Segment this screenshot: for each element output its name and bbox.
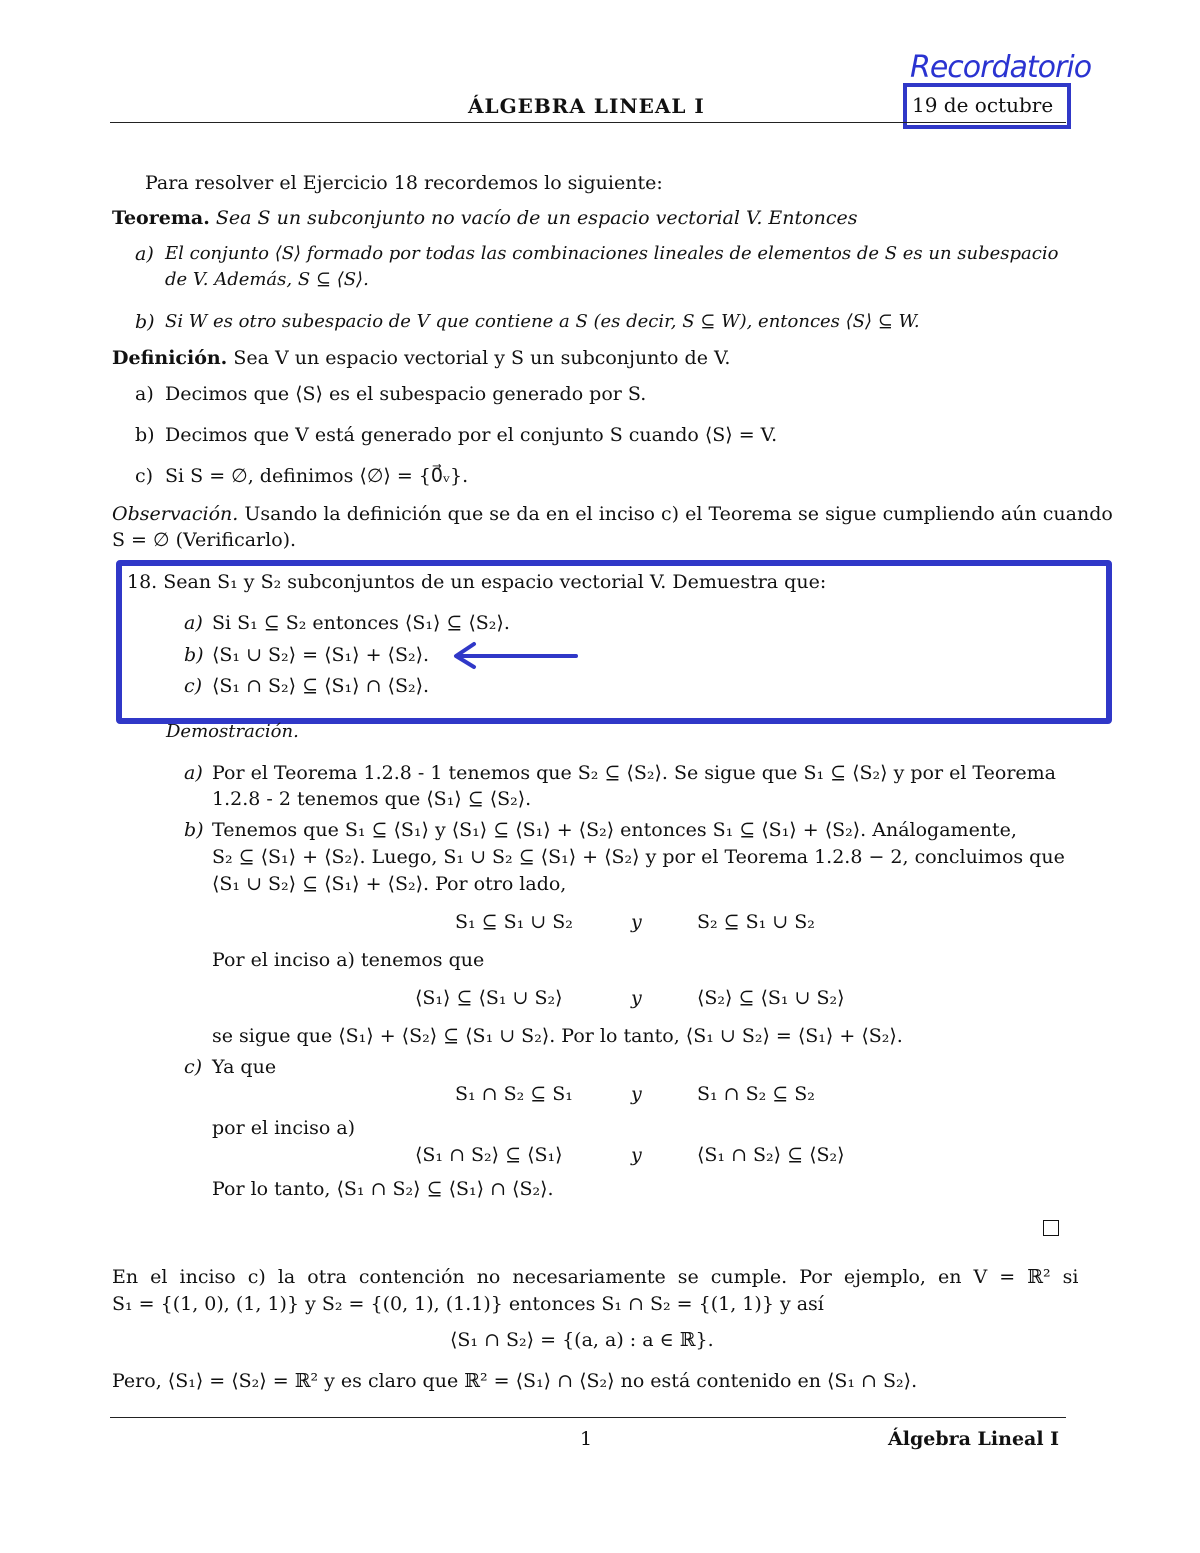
exercise-item-c: ⟨S₁ ∩ S₂⟩ ⊆ ⟨S₁⟩ ∩ ⟨S₂⟩. <box>212 675 430 697</box>
definition-statement: Sea V un espacio vectorial y S un subconjunto de V. <box>233 347 731 369</box>
proof-b-eq2-right: ⟨S₂⟩ ⊆ ⟨S₁ ∪ S₂⟩ <box>697 987 845 1009</box>
theorem-statement: Sea S un subconjunto no vacío de un espacio vectorial V. Entonces <box>215 207 858 229</box>
header-title: ÁLGEBRA LINEAL I <box>468 94 705 118</box>
proof-c-eq2-right: ⟨S₁ ∩ S₂⟩ ⊆ ⟨S₂⟩ <box>697 1144 845 1166</box>
exercise-number: 18. <box>127 571 158 593</box>
theorem-label: Teorema. <box>112 207 210 229</box>
theorem-item-a-line2: de V. Además, S ⊆ ⟨S⟩. <box>165 269 369 290</box>
proof-b-line2: S₂ ⊆ ⟨S₁⟩ + ⟨S₂⟩. Luego, S₁ ∪ S₂ ⊆ ⟨S₁⟩ + ⟨S₂⟩ y por el Teorema 1.2.8 − 2, concluimos que <box>212 846 1065 868</box>
proof-a-marker: a) <box>184 762 203 784</box>
definition-label: Definición. <box>112 347 228 369</box>
theorem <box>112 207 858 229</box>
exercise-item-c-marker: c) <box>184 675 203 697</box>
closing-line2: S₁ = {(1, 0), (1, 1)} y S₂ = {(0, 1), (1.1)} entonces S₁ ∩ S₂ = {(1, 1)} y así <box>112 1293 824 1315</box>
proof-b-line1: Tenemos que S₁ ⊆ ⟨S₁⟩ y ⟨S₁⟩ ⊆ ⟨S₁⟩ + ⟨S₂⟩ entonces S₁ ⊆ ⟨S₁⟩ + ⟨S₂⟩. Análogamente, <box>212 819 1017 841</box>
proof-b-eq1-right: S₂ ⊆ S₁ ∪ S₂ <box>697 911 815 933</box>
proof-b-eq1-left: S₁ ⊆ S₁ ∪ S₂ <box>455 911 573 933</box>
exercise-item-a: Si S₁ ⊆ S₂ entonces ⟨S₁⟩ ⊆ ⟨S₂⟩. <box>212 612 510 634</box>
exercise-heading <box>127 571 826 593</box>
proof-b-eq2-left: ⟨S₁⟩ ⊆ ⟨S₁ ∪ S₂⟩ <box>415 987 563 1009</box>
footer-course: Álgebra Lineal I <box>888 1428 1060 1450</box>
header-rule <box>110 122 1066 123</box>
arrow-left-icon <box>448 640 580 670</box>
definition-item-b: Decimos que V está generado por el conjunto S cuando ⟨S⟩ = V. <box>165 424 778 446</box>
closing-line1: En el inciso c) la otra contención no necesariamente se cumple. Por ejemplo, en V = ℝ² si <box>112 1266 1079 1288</box>
proof-c-eq1-right: S₁ ∩ S₂ ⊆ S₂ <box>697 1083 815 1105</box>
definition-item-c-marker: c) <box>135 465 154 487</box>
proof-b-conclusion: se sigue que ⟨S₁⟩ + ⟨S₂⟩ ⊆ ⟨S₁ ∪ S₂⟩. Por lo tanto, ⟨S₁ ∪ S₂⟩ = ⟨S₁⟩ + ⟨S₂⟩. <box>212 1025 903 1047</box>
proof-b-marker: b) <box>184 819 204 841</box>
observation-label: Observación. <box>112 503 239 525</box>
proof-b-eq2-mid: y <box>631 987 642 1009</box>
closing-line3: Pero, ⟨S₁⟩ = ⟨S₂⟩ = ℝ² y es claro que ℝ² = ⟨S₁⟩ ∩ ⟨S₂⟩ no está contenido en ⟨S₁ ∩ S₂⟩. <box>112 1370 918 1392</box>
theorem-item-a-line1: El conjunto ⟨S⟩ formado por todas las combinaciones lineales de elementos de S es un subespacio <box>165 243 1059 264</box>
theorem-item-a-marker: a) <box>135 243 154 265</box>
proof-label: Demostración. <box>166 721 299 742</box>
exercise-item-b: ⟨S₁ ∪ S₂⟩ = ⟨S₁⟩ + ⟨S₂⟩. <box>212 644 430 666</box>
proof-c-marker: c) <box>184 1056 203 1078</box>
definition-item-c: Si S = ∅, definimos ⟨∅⟩ = {0⃗ᵥ}. <box>165 465 469 487</box>
proof-b-line3: ⟨S₁ ∪ S₂⟩ ⊆ ⟨S₁⟩ + ⟨S₂⟩. Por otro lado, <box>212 873 567 895</box>
proof-c-eq1-mid: y <box>631 1083 642 1105</box>
proof-c-eq2-mid: y <box>631 1144 642 1166</box>
header-date: 19 de octubre <box>912 93 1054 117</box>
theorem-item-b-marker: b) <box>135 311 155 333</box>
exercise-item-a-marker: a) <box>184 612 203 634</box>
proof-c-eq1-left: S₁ ∩ S₂ ⊆ S₁ <box>455 1083 573 1105</box>
definition-item-a-marker: a) <box>135 383 154 405</box>
qed-square-icon <box>1043 1220 1059 1236</box>
handwritten-note: Recordatorio <box>910 50 1092 85</box>
proof-b-text2: Por el inciso a) tenemos que <box>212 949 485 971</box>
closing-equation: ⟨S₁ ∩ S₂⟩ = {(a, a) : a ∈ ℝ}. <box>450 1329 714 1351</box>
proof-a-line1: Por el Teorema 1.2.8 - 1 tenemos que S₂ ⊆ ⟨S₂⟩. Se sigue que S₁ ⊆ ⟨S₂⟩ y por el Teorema <box>212 762 1056 784</box>
intro-text: Para resolver el Ejercicio 18 recordemos lo siguiente: <box>145 172 663 194</box>
proof-a-line2: 1.2.8 - 2 tenemos que ⟨S₁⟩ ⊆ ⟨S₂⟩. <box>212 788 532 810</box>
exercise-statement: Sean S₁ y S₂ subconjuntos de un espacio vectorial V. Demuestra que: <box>163 571 827 593</box>
definition <box>112 347 730 369</box>
definition-item-b-marker: b) <box>135 424 155 446</box>
proof-c-text1: Ya que <box>212 1056 277 1078</box>
definition-item-a: Decimos que ⟨S⟩ es el subespacio generado por S. <box>165 383 647 405</box>
proof-c-text2: por el inciso a) <box>212 1117 356 1139</box>
proof-c-eq2-left: ⟨S₁ ∩ S₂⟩ ⊆ ⟨S₁⟩ <box>415 1144 563 1166</box>
proof-c-conclusion: Por lo tanto, ⟨S₁ ∩ S₂⟩ ⊆ ⟨S₁⟩ ∩ ⟨S₂⟩. <box>212 1178 554 1200</box>
observation-text-1: Usando la definición que se da en el inciso c) el Teorema se sigue cumpliendo aún cuando <box>244 503 1113 525</box>
exercise-item-b-marker: b) <box>184 644 204 666</box>
proof-b-eq1-mid: y <box>631 911 642 933</box>
observation-line1 <box>112 503 1113 525</box>
theorem-item-b-line1: Si W es otro subespacio de V que contiene a S (es decir, S ⊆ W), entonces ⟨S⟩ ⊆ W. <box>165 311 920 332</box>
footer-rule <box>110 1417 1066 1418</box>
page-number: 1 <box>580 1428 593 1450</box>
observation-line2: S = ∅ (Verificarlo). <box>112 529 297 551</box>
